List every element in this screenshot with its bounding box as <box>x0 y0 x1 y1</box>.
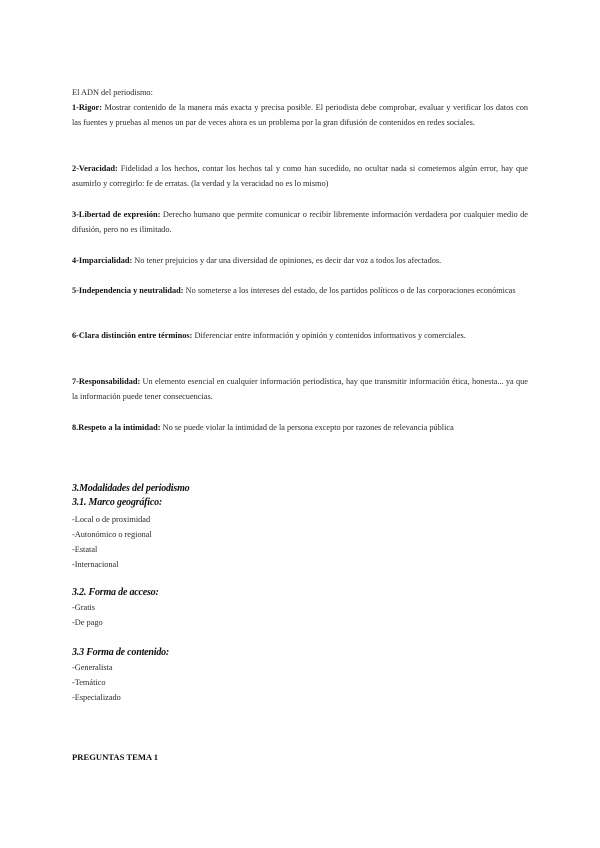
item-imparcialidad <box>72 253 528 268</box>
list-item: -De pago <box>72 618 103 627</box>
item-responsabilidad <box>72 374 528 404</box>
list-marco-geografico <box>72 512 152 572</box>
item-lead: 5-Independencia y neutralidad: <box>72 286 184 295</box>
item-lead: 4-Imparcialidad: <box>72 256 133 265</box>
questions-heading: PREGUNTAS TEMA 1 <box>72 752 159 762</box>
list-item: -Generalista <box>72 663 113 672</box>
item-lead: 3-Libertad de expresión: <box>72 210 161 219</box>
item-text: Derecho humano que permite comunicar o recibir libremente información verdadera por cualquier medio de difusión, pero no es ilimitado. <box>72 210 528 234</box>
subsection-title: 3.3 Forma de contenido: <box>72 647 170 658</box>
item-rigor <box>72 100 528 130</box>
list-item: -Autonómico o regional <box>72 530 152 539</box>
section-title: 3.Modalidades del periodismo <box>72 483 190 494</box>
item-libertad <box>72 207 528 237</box>
list-item: -Especializado <box>72 693 121 702</box>
item-distincion <box>72 328 528 343</box>
item-lead: 6-Clara distinción entre términos: <box>72 331 193 340</box>
item-text: No someterse a los intereses del estado, de los partidos políticos o de las corporaciones económicas <box>183 286 516 295</box>
item-text: No tener prejuicios y dar una diversidad de opiniones, es decir dar voz a todos los afectados. <box>132 256 442 265</box>
item-text: Mostrar contenido de la manera más exacta y precisa posible. El periodista debe comprobar, evaluar y verificar los datos con las fuentes y pruebas al menos un par de veces ahora es un problema por la gran difusión de contenidos en redes sociales. <box>72 103 528 127</box>
list-forma-contenido <box>72 660 121 705</box>
list-item: -Internacional <box>72 560 119 569</box>
item-veracidad <box>72 161 528 191</box>
list-forma-acceso <box>72 600 103 630</box>
item-text: Un elemento esencial en cualquier información periodística, hay que transmitir información ética, honesta... ya que la información puede tener consecuencias. <box>72 377 528 401</box>
subsection-title: 3.2. Forma de acceso: <box>72 587 159 598</box>
list-item: -Local o de proximidad <box>72 515 151 524</box>
item-text: Fidelidad a los hechos, contar los hechos tal y como han sucedido, no ocultar nada si cometemos algún error, hay que asumirlo y corregirlo: fe de erratas. (la verdad y la veracidad no es lo mismo) <box>72 164 528 188</box>
subsection-title: 3.1. Marco geográfico: <box>72 497 163 508</box>
list-item: -Gratis <box>72 603 96 612</box>
item-independencia <box>72 283 528 298</box>
item-lead: 2-Veracidad: <box>72 164 118 173</box>
item-lead: 1-Rigor: <box>72 103 102 112</box>
item-text: No se puede violar la intimidad de la persona excepto por razones de relevancia pública <box>160 423 454 432</box>
list-item: -Temático <box>72 678 106 687</box>
item-intimidad <box>72 420 528 435</box>
item-text: Diferenciar entre información y opinión y contenidos informativos y comerciales. <box>192 331 466 340</box>
item-lead: 7-Responsabilidad: <box>72 377 141 386</box>
item-lead: 8.Respeto a la intimidad: <box>72 423 161 432</box>
intro-text: El ADN del periodismo: <box>72 88 153 97</box>
list-item: -Estatal <box>72 545 98 554</box>
